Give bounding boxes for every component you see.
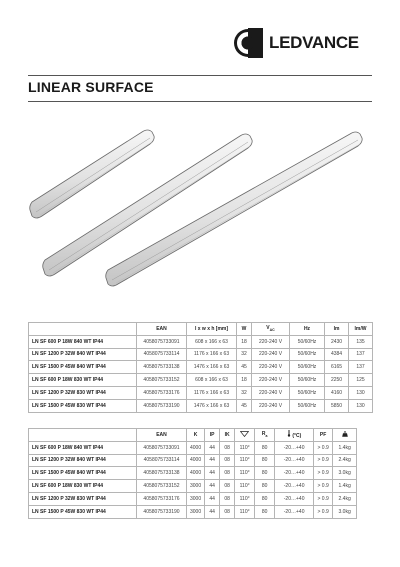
dimensions-cell: 1476 x 166 x 63 [187,399,237,412]
ik-cell: 08 [220,505,235,518]
ip-cell: 44 [205,467,220,480]
ean-cell: 4058075733138 [137,361,187,374]
lumen-cell: 2430 [325,335,349,348]
temperature-cell: -20…+40 [275,441,314,454]
table-row [29,505,357,518]
efficacy-cell: 137 [349,348,373,361]
frequency-cell: 50/60Hz [290,374,325,387]
ip-cell: 44 [205,505,220,518]
weight-cell: 2.4kg [333,492,357,505]
ean-cell: 4058075733190 [137,399,187,412]
temperature-cell: -20…+40 [275,505,314,518]
product-name-cell: LN SF 1200 P 32W 840 WT IP44 [29,454,137,467]
beam-angle-cell: 110° [235,454,255,467]
dimensions-cell: 1176 x 166 x 63 [187,348,237,361]
product-name-cell: LN SF 1500 P 45W 830 WT IP44 [29,505,137,518]
voltage-cell: 220-240 V [252,361,290,374]
color-temp-cell: 3000 [187,505,205,518]
ra-cell: 80 [255,492,275,505]
voltage-cell: 220-240 V [252,386,290,399]
col-watt: W [237,323,252,336]
col-ean: EAN [137,323,187,336]
specs-table-electrical [28,322,373,413]
frequency-cell: 50/60Hz [290,335,325,348]
col-temperature: (°C) [275,429,314,442]
ean-cell: 4058075733152 [137,374,187,387]
power-factor-cell: > 0.9 [314,492,333,505]
product-name-cell: LN SF 1200 P 32W 830 WT IP44 [29,492,137,505]
ip-cell: 44 [205,454,220,467]
col-lumen: lm [325,323,349,336]
col-beam-angle [235,429,255,442]
product-name-cell: LN SF 600 P 18W 830 WT IP44 [29,374,137,387]
col-voltage: $V_{AC}$ [252,323,290,336]
table-row [29,480,357,493]
color-temp-cell: 3000 [187,492,205,505]
table-row [29,386,373,399]
color-temp-cell: 4000 [187,454,205,467]
col-ean: EAN [137,429,187,442]
power-factor-cell: > 0.9 [314,454,333,467]
product-illustration [0,120,400,310]
ean-cell: 4058075733190 [137,505,187,518]
frequency-cell: 50/60Hz [290,348,325,361]
lumen-cell: 4384 [325,348,349,361]
power-factor-cell: > 0.9 [314,441,333,454]
ik-cell: 08 [220,441,235,454]
ra-cell: 80 [255,505,275,518]
beam-angle-icon [240,431,249,437]
table-row [29,374,373,387]
temperature-cell: -20…+40 [275,492,314,505]
product-name-cell: LN SF 1500 P 45W 830 WT IP44 [29,399,137,412]
table-row [29,361,373,374]
product-name-cell: LN SF 1200 P 32W 840 WT IP44 [29,348,137,361]
temperature-cell: -20…+40 [275,454,314,467]
frequency-cell: 50/60Hz [290,361,325,374]
table-row [29,335,373,348]
efficacy-cell: 130 [349,399,373,412]
ean-cell: 4058075733091 [137,441,187,454]
product-name-cell: LN SF 1500 P 45W 840 WT IP44 [29,467,137,480]
ip-cell: 44 [205,492,220,505]
beam-angle-cell: 110° [235,492,255,505]
lumen-cell: 2250 [325,374,349,387]
efficacy-cell: 130 [349,386,373,399]
product-name-cell: LN SF 1200 P 32W 830 WT IP44 [29,386,137,399]
voltage-cell: 220-240 V [252,348,290,361]
col-weight [333,429,357,442]
col-ik: IK [220,429,235,442]
ean-cell: 4058075733176 [137,386,187,399]
watt-cell: 32 [237,348,252,361]
table-row [29,441,357,454]
ip-cell: 44 [205,480,220,493]
ik-cell: 08 [220,492,235,505]
watt-cell: 18 [237,335,252,348]
col-frequency: Hz [290,323,325,336]
ra-cell: 80 [255,480,275,493]
beam-angle-cell: 110° [235,467,255,480]
page-title: LINEAR SURFACE [28,79,154,95]
table-row [29,454,357,467]
ledvance-logo-icon [233,28,263,58]
power-factor-cell: > 0.9 [314,480,333,493]
table-header-row [29,429,357,442]
col-efficacy: lm/W [349,323,373,336]
ean-cell: 4058075733114 [137,454,187,467]
frequency-cell: 50/60Hz [290,386,325,399]
color-temp-cell: 4000 [187,467,205,480]
ik-cell: 08 [220,467,235,480]
efficacy-cell: 135 [349,335,373,348]
specs-table-technical [28,428,357,519]
temperature-cell: -20…+40 [275,467,314,480]
weight-cell: 3.0kg [333,467,357,480]
product-name-cell: LN SF 600 P 18W 830 WT IP44 [29,480,137,493]
watt-cell: 45 [237,399,252,412]
col-ip: IP [205,429,220,442]
voltage-cell: 220-240 V [252,335,290,348]
ik-cell: 08 [220,454,235,467]
power-factor-cell: > 0.9 [314,505,333,518]
dimensions-cell: 608 x 166 x 63 [187,374,237,387]
table-row [29,399,373,412]
table-row [29,492,357,505]
product-name-cell: LN SF 1500 P 45W 840 WT IP44 [29,361,137,374]
table-row [29,348,373,361]
weight-cell: 1.4kg [333,441,357,454]
watt-cell: 45 [237,361,252,374]
voltage-cell: 220-240 V [252,399,290,412]
table-header-row [29,323,373,336]
ik-cell: 08 [220,480,235,493]
color-temp-cell: 4000 [187,441,205,454]
ean-cell: 4058075733152 [137,480,187,493]
weight-cell: 2.4kg [333,454,357,467]
color-temp-cell: 3000 [187,480,205,493]
ra-cell: 80 [255,454,275,467]
frequency-cell: 50/60Hz [290,399,325,412]
weight-cell: 1.4kg [333,480,357,493]
dimensions-cell: 1476 x 166 x 63 [187,361,237,374]
col-ra: $R_a$ [255,429,275,442]
title-bottom-rule [28,101,372,102]
dimensions-cell: 1176 x 166 x 63 [187,386,237,399]
ean-cell: 4058075733091 [137,335,187,348]
col-power-factor: PF [314,429,333,442]
lumen-cell: 5850 [325,399,349,412]
efficacy-cell: 125 [349,374,373,387]
watt-cell: 18 [237,374,252,387]
voltage-cell: 220-240 V [252,374,290,387]
ip-cell: 44 [205,441,220,454]
beam-angle-cell: 110° [235,480,255,493]
power-factor-cell: > 0.9 [314,467,333,480]
ledvance-logo [233,27,373,59]
beam-angle-cell: 110° [235,441,255,454]
brand-name: LEDVANCE [269,33,359,52]
lumen-cell: 4160 [325,386,349,399]
table-row [29,467,357,480]
ra-cell: 80 [255,467,275,480]
lumen-cell: 6165 [325,361,349,374]
thermometer-icon [287,430,291,437]
col-color-temp: K [187,429,205,442]
ean-cell: 4058075733138 [137,467,187,480]
weight-cell: 3.0kg [333,505,357,518]
watt-cell: 32 [237,386,252,399]
product-name-cell: LN SF 600 P 18W 840 WT IP44 [29,335,137,348]
ra-cell: 80 [255,441,275,454]
temperature-cell: -20…+40 [275,480,314,493]
title-top-rule [28,75,372,76]
weight-icon [342,431,348,437]
dimensions-cell: 608 x 166 x 63 [187,335,237,348]
efficacy-cell: 137 [349,361,373,374]
ean-cell: 4058075733114 [137,348,187,361]
product-name-cell: LN SF 600 P 18W 840 WT IP44 [29,441,137,454]
beam-angle-cell: 110° [235,505,255,518]
col-dimensions: l x w x h [mm] [187,323,237,336]
ean-cell: 4058075733176 [137,492,187,505]
